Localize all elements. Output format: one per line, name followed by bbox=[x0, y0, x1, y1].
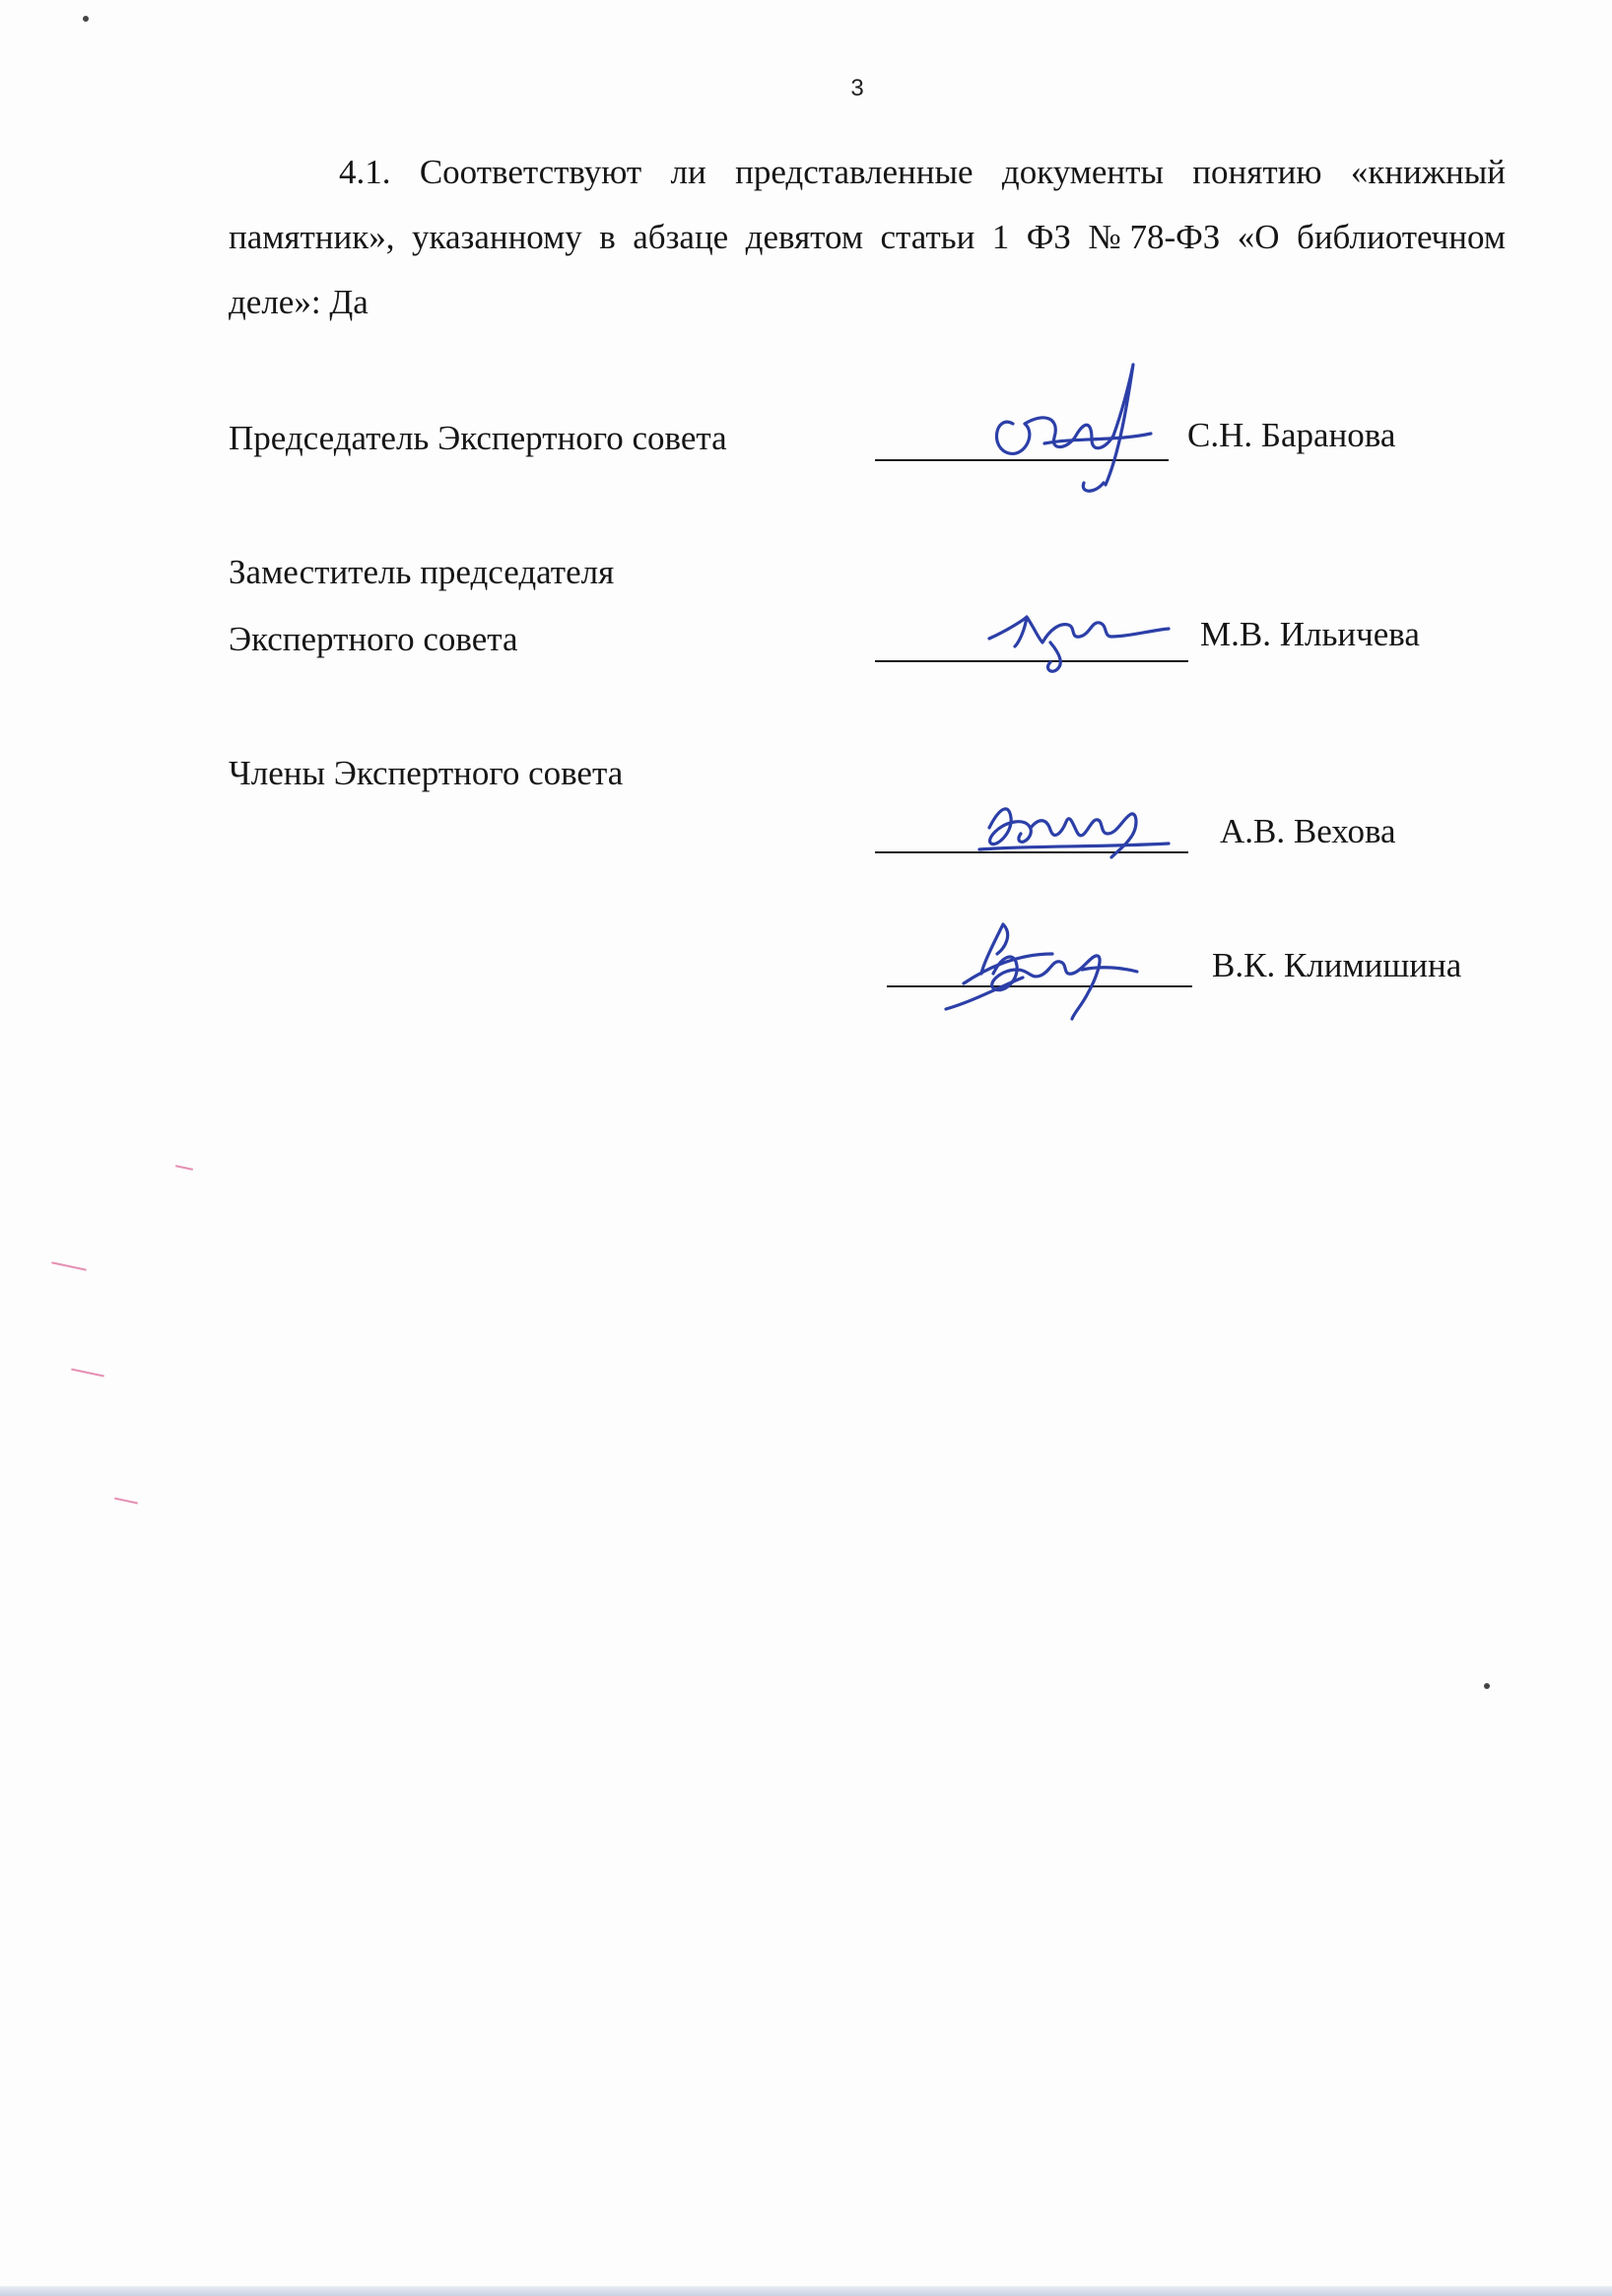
deputy-role-line1: Заместитель председателя bbox=[229, 553, 615, 591]
scan-bottom-edge bbox=[0, 2286, 1612, 2296]
deputy-name: М.В. Ильичева bbox=[1200, 615, 1420, 653]
members-role: Члены Экспертного совета bbox=[229, 754, 624, 792]
scan-mark bbox=[175, 1165, 193, 1171]
chairman-signature bbox=[985, 355, 1182, 503]
member1-signature bbox=[975, 788, 1173, 867]
scan-mark bbox=[114, 1498, 138, 1505]
chairman-name: С.Н. Баранова bbox=[1187, 416, 1396, 454]
page-number: 3 bbox=[850, 75, 864, 101]
scan-speck bbox=[1484, 1683, 1490, 1689]
member2-name: В.К. Климишина bbox=[1212, 946, 1462, 984]
deputy-role-line2: Экспертного совета bbox=[229, 620, 518, 658]
member2-signature bbox=[934, 914, 1151, 1023]
question-paragraph: 4.1. Соответствуют ли представленные документы понятию «книжный памятник», указанному в абзаце девятом статьи 1 ФЗ №78-ФЗ «О библиотечном деле»: Да bbox=[229, 153, 1506, 321]
chairman-role: Председатель Экспертного совета bbox=[229, 419, 727, 457]
scan-speck bbox=[83, 16, 89, 22]
deputy-signature bbox=[981, 599, 1178, 678]
scan-mark bbox=[51, 1261, 87, 1270]
member1-name: А.В. Вехова bbox=[1220, 812, 1396, 850]
scan-mark bbox=[71, 1368, 104, 1377]
